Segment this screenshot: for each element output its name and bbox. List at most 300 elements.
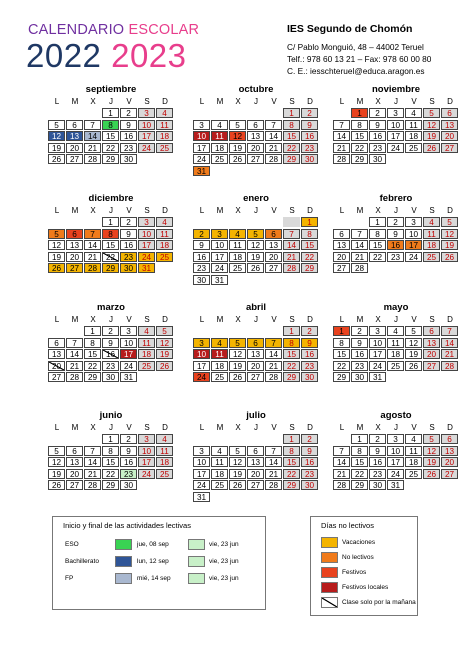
weekday-label: D [307,315,313,324]
day-cell: 27 [66,480,83,490]
day-cell: 13 [247,349,264,359]
day-cell: 17 [211,252,228,262]
day-cell: 25 [156,469,173,479]
day-cell: 17 [369,349,386,359]
legend-end-date: vie, 23 jun [209,575,239,582]
weekday-label: D [162,423,168,432]
day-cell: 12 [229,131,246,141]
weekday-label: S [144,315,150,324]
day-cell: 11 [138,338,155,348]
day-cell: 19 [247,252,264,262]
weekday-label: L [339,97,345,106]
legend-end-swatch [188,573,205,584]
weekday-label: J [394,97,398,106]
day-cell: 16 [301,457,318,467]
day-cell: 12 [441,229,458,239]
weekday-label: J [394,206,398,215]
day-cell: 3 [120,326,137,336]
day-cell: 6 [48,338,65,348]
school-email: C. E.: iesschteruel@educa.aragon.es [287,66,425,76]
day-cell: 3 [193,446,210,456]
weekday-label: J [109,423,113,432]
day-cell: 8 [102,229,119,239]
day-cell: 20 [66,252,83,262]
day-cell: 27 [441,143,458,153]
day-cell: 5 [441,217,458,227]
day-cell: 25 [211,154,228,164]
weekday-label: J [109,315,113,324]
weekday-label: M [356,423,364,432]
weekday-label: L [339,315,345,324]
day-cell: 15 [102,240,119,250]
day-cell: 10 [387,120,404,130]
legend-end-swatch [188,556,205,567]
day-cell: 4 [211,338,228,348]
weekday-label: M [216,97,224,106]
day-cell: 6 [247,446,264,456]
day-cell: 28 [66,372,83,382]
weekday-label: M [356,97,364,106]
day-cell: 4 [156,108,173,118]
day-cell: 12 [423,120,440,130]
day-cell: 18 [211,143,228,153]
day-cell: 29 [351,480,368,490]
weekday-label: M [71,315,79,324]
day-cell: 2 [102,326,119,336]
day-cell: 15 [333,349,350,359]
day-cell: 22 [333,361,350,371]
day-cell: 26 [156,361,173,371]
day-cell: 10 [193,349,210,359]
weekday-label: X [375,423,381,432]
day-cell: 14 [441,338,458,348]
day-cell: 20 [441,457,458,467]
day-cell: 14 [84,131,101,141]
day-cell: 11 [156,446,173,456]
legend-end-date: vie, 23 jun [209,541,239,548]
day-cell: 9 [369,446,386,456]
day-cell: 26 [423,469,440,479]
day-cell: 5 [423,434,440,444]
day-cell: 1 [351,108,368,118]
day-cell: 30 [102,372,119,382]
day-cell: 6 [247,338,264,348]
day-cell: 2 [369,108,386,118]
month-name: abril [245,302,267,313]
weekday-label: J [254,315,258,324]
day-cell: 22 [102,252,119,262]
weekday-label: V [411,315,417,324]
school-phone-fax: Telf.: 978 60 13 21 – Fax: 978 60 00 80 [287,54,432,64]
day-cell: 4 [229,229,246,239]
day-cell: 22 [351,469,368,479]
day-cell: 16 [351,349,368,359]
day-cell: 18 [211,361,228,371]
day-cell: 28 [265,480,282,490]
day-cell: 28 [84,263,101,273]
weekday-label: D [307,97,313,106]
day-cell: 10 [369,338,386,348]
day-cell: 28 [84,154,101,164]
day-cell: 29 [84,372,101,382]
day-cell: 8 [283,338,300,348]
weekday-label: X [90,423,96,432]
day-cell: 14 [351,240,368,250]
day-cell: 27 [247,372,264,382]
day-cell: 22 [283,143,300,153]
day-cell: 23 [369,469,386,479]
day-cell: 3 [193,338,210,348]
month-name: febrero [379,193,413,204]
weekday-label: S [429,97,435,106]
day-cell: 13 [66,131,83,141]
day-cell: 8 [351,120,368,130]
day-cell: 9 [120,446,137,456]
weekday-label: L [54,97,60,106]
day-cell: 7 [351,229,368,239]
day-cell: 25 [405,469,422,479]
weekday-label: D [447,315,453,324]
day-cell: 10 [138,120,155,130]
day-cell: 29 [283,372,300,382]
weekday-label: X [375,315,381,324]
day-cell: 6 [333,229,350,239]
day-cell: 23 [387,252,404,262]
day-cell: 4 [211,120,228,130]
day-cell: 15 [351,457,368,467]
day-cell: 9 [193,240,210,250]
day-cell: 26 [48,263,65,273]
legend-item-label: Festivos [342,569,367,576]
day-cell: 9 [387,229,404,239]
weekday-label: L [199,97,205,106]
day-cell: 25 [387,361,404,371]
day-cell: 29 [283,480,300,490]
day-cell: 8 [84,338,101,348]
day-cell: 19 [441,240,458,250]
legend-item-label: No lectivos [342,554,374,561]
day-cell: 14 [84,240,101,250]
day-cell: 2 [369,434,386,444]
day-cell: 2 [301,434,318,444]
weekday-label: V [411,423,417,432]
day-cell: 30 [301,372,318,382]
day-cell: 30 [120,154,137,164]
day-cell: 7 [265,338,282,348]
weekday-label: S [429,315,435,324]
day-cell: 5 [423,108,440,118]
weekday-label: V [126,97,132,106]
day-cell: 26 [48,154,65,164]
day-cell: 12 [156,338,173,348]
weekday-label: X [90,315,96,324]
day-cell: 21 [441,349,458,359]
day-cell: 21 [66,361,83,371]
day-cell: 10 [405,229,422,239]
day-cell: 2 [301,326,318,336]
weekday-label: J [394,423,398,432]
day-cell: 14 [84,457,101,467]
day-cell: 9 [120,229,137,239]
day-cell: 21 [333,469,350,479]
weekday-label: X [375,97,381,106]
day-cell: 7 [66,338,83,348]
day-cell: 21 [265,143,282,153]
day-cell: 31 [138,263,155,273]
day-cell: 31 [193,492,210,502]
day-cell: 17 [193,361,210,371]
legend-swatch [321,597,338,608]
day-cell: 16 [301,131,318,141]
day-cell: 1 [102,217,119,227]
day-cell: 12 [405,338,422,348]
day-cell: 10 [193,457,210,467]
day-cell: 9 [301,446,318,456]
weekday-label: X [235,206,241,215]
day-cell: 11 [211,131,228,141]
legend-start-swatch [115,556,132,567]
day-cell: 18 [423,240,440,250]
day-cell: 16 [369,131,386,141]
day-cell: 23 [301,361,318,371]
legend-lective-title: Inicio y final de las actividades lectivas [63,521,191,530]
day-cell: 14 [265,457,282,467]
day-cell: 25 [156,143,173,153]
day-cell: 26 [48,480,65,490]
legend-start-date: mié, 14 sep [137,575,171,582]
day-cell: 4 [211,446,228,456]
weekday-label: X [235,423,241,432]
day-cell: 10 [138,446,155,456]
day-cell: 17 [138,240,155,250]
day-cell: 24 [193,480,210,490]
day-cell: 19 [423,131,440,141]
legend-start-swatch [115,573,132,584]
day-cell: 11 [423,229,440,239]
day-cell: 19 [423,457,440,467]
day-cell: 21 [333,143,350,153]
day-cell: 9 [102,338,119,348]
day-cell: 22 [102,143,119,153]
day-cell: 22 [102,469,119,479]
day-cell: 7 [441,326,458,336]
day-cell: 9 [301,120,318,130]
legend-stage-label: Bachillerato [65,558,99,565]
day-cell: 21 [265,361,282,371]
day-cell: 24 [138,252,155,262]
day-cell: 8 [283,446,300,456]
day-cell: 19 [156,349,173,359]
day-cell: 17 [138,131,155,141]
year-start: 2022 [26,37,102,74]
day-cell: 29 [333,372,350,382]
day-cell: 5 [48,446,65,456]
day-cell: 22 [84,361,101,371]
weekday-label: L [339,206,345,215]
day-cell: 18 [405,131,422,141]
day-cell: 8 [102,446,119,456]
day-cell: 24 [387,143,404,153]
calendar-label-part2: ESCOLAR [128,22,200,38]
day-cell: 20 [48,361,65,371]
day-cell: 4 [405,434,422,444]
weekday-label: V [271,315,277,324]
day-cell: 12 [423,446,440,456]
day-cell: 22 [351,143,368,153]
day-cell: 17 [405,240,422,250]
day-cell: 6 [247,120,264,130]
day-cell: 20 [247,361,264,371]
day-cell: 18 [229,252,246,262]
weekday-label: S [289,206,295,215]
day-cell: 14 [265,131,282,141]
day-cell: 17 [138,457,155,467]
day-cell: 3 [211,229,228,239]
day-cell: 1 [283,108,300,118]
day-cell: 6 [265,229,282,239]
day-cell: 29 [351,154,368,164]
day-cell: 15 [84,349,101,359]
day-cell: 30 [301,480,318,490]
day-cell: 17 [120,349,137,359]
day-cell: 20 [423,349,440,359]
weekday-label: M [356,206,364,215]
day-cell: 13 [333,240,350,250]
day-cell: 26 [423,143,440,153]
day-cell: 25 [229,263,246,273]
day-cell: 20 [247,143,264,153]
month-name: agosto [380,410,412,421]
day-cell: 21 [265,469,282,479]
day-cell: 15 [369,240,386,250]
day-cell: 18 [156,457,173,467]
day-cell: 5 [229,120,246,130]
day-cell: 23 [301,143,318,153]
weekday-label: M [71,97,79,106]
weekday-label: J [109,206,113,215]
calendar-label-part1: CALENDARIO [28,22,129,38]
day-cell: 23 [120,252,137,262]
weekday-label: S [429,206,435,215]
day-cell: 4 [156,217,173,227]
day-cell: 13 [247,131,264,141]
day-cell: 14 [265,349,282,359]
day-cell: 24 [138,143,155,153]
day-cell: 13 [247,457,264,467]
day-cell: 22 [283,361,300,371]
day-cell: 20 [333,252,350,262]
month-name: marzo [97,302,125,313]
day-cell: 16 [193,252,210,262]
day-cell: 19 [229,469,246,479]
day-cell: 25 [211,372,228,382]
day-cell: 19 [48,252,65,262]
day-cell: 28 [351,263,368,273]
weekday-label: D [307,206,313,215]
weekday-label: S [144,423,150,432]
day-cell: 7 [265,120,282,130]
day-cell: 12 [247,240,264,250]
legend-item-label: Festivos locales [342,584,389,591]
day-cell: 2 [351,326,368,336]
day-cell: 11 [405,446,422,456]
weekday-label: L [199,206,205,215]
day-cell: 2 [120,108,137,118]
day-cell: 5 [247,229,264,239]
weekday-label: M [356,315,364,324]
legend-stage-label: FP [65,575,74,582]
month-name: octubre [238,84,274,95]
day-cell: 22 [301,252,318,262]
day-cell: 27 [66,263,83,273]
legend-item-label: Vacaciones [342,539,376,546]
day-cell: 13 [423,338,440,348]
day-cell: 28 [265,372,282,382]
legend-lective-periods [52,516,266,610]
day-cell: 26 [247,263,264,273]
weekday-label: M [71,423,79,432]
legend-start-date: jue, 08 sep [137,541,169,548]
day-cell: 8 [351,446,368,456]
day-cell: 20 [265,252,282,262]
day-cell: 27 [441,469,458,479]
weekday-label: L [199,423,205,432]
month-name: junio [99,410,123,421]
day-cell: 15 [102,131,119,141]
day-cell: 14 [333,457,350,467]
day-cell: 30 [369,154,386,164]
day-cell: 28 [283,263,300,273]
day-cell: 1 [333,326,350,336]
day-cell: 23 [102,361,119,371]
day-cell: 6 [441,108,458,118]
weekday-label: V [271,423,277,432]
day-cell: 23 [120,143,137,153]
weekday-label: S [429,423,435,432]
day-cell: 29 [102,154,119,164]
day-cell: 1 [283,326,300,336]
day-cell: 26 [441,252,458,262]
day-cell: 14 [66,349,83,359]
school-address: C/ Pablo Monguió, 48 – 44002 Teruel [287,42,424,52]
day-cell: 7 [333,120,350,130]
day-cell: 20 [66,143,83,153]
weekday-label: J [254,206,258,215]
weekday-label: D [162,206,168,215]
weekday-label: D [447,97,453,106]
day-cell: 15 [283,457,300,467]
legend-non-lective-title: Días no lectivos [321,521,374,530]
day-cell: 7 [84,120,101,130]
day-cell: 11 [156,120,173,130]
day-cell: 18 [156,131,173,141]
weekday-label: J [109,97,113,106]
day-cell: 20 [441,131,458,141]
day-cell: 19 [48,143,65,153]
day-cell: 27 [333,263,350,273]
weekday-label: S [289,423,295,432]
day-cell: 30 [120,480,137,490]
day-cell: 8 [333,338,350,348]
legend-swatch [321,567,338,578]
weekday-label: V [126,206,132,215]
day-cell: 26 [229,154,246,164]
day-cell: 23 [193,263,210,273]
day-cell: 17 [387,131,404,141]
day-cell: 9 [120,120,137,130]
legend-non-lective-days [310,516,418,616]
day-cell: 10 [138,229,155,239]
